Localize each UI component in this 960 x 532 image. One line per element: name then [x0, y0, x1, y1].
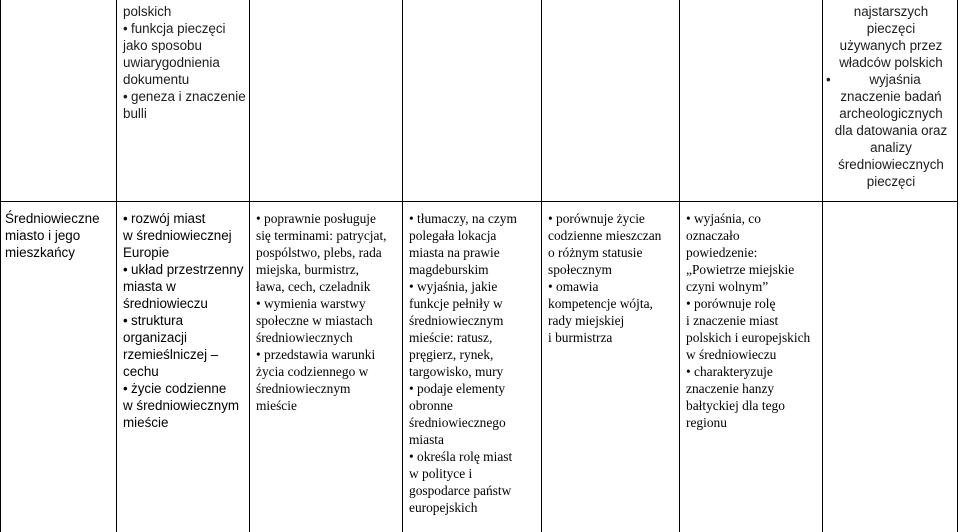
text-line: miasta: [409, 432, 444, 447]
text-line: miejska, burmistrz,: [256, 262, 360, 277]
text-line: organizacji: [123, 330, 188, 345]
bullet-item: • układ przestrzenny: [123, 261, 247, 278]
text-line: średniowiecznym: [256, 381, 351, 396]
text-line: mieście: [256, 398, 297, 413]
text-line: rzemieślniczej –: [123, 347, 219, 362]
column-divider-1: [116, 0, 117, 532]
text-line: regionu: [686, 415, 727, 430]
bullet-item: • struktura: [123, 312, 247, 329]
text-line: średniowiecznych: [256, 330, 353, 345]
text-line: społeczne w miastach: [256, 313, 373, 328]
text-line: polegała lokacja: [409, 228, 497, 243]
bullet-item: • rozwój miast: [123, 210, 247, 227]
text-line: miasto i jego: [5, 228, 81, 243]
text-line: pieczęci: [866, 174, 916, 189]
column-divider-5: [679, 0, 680, 532]
bullet-item: • poprawnie posługuje: [256, 210, 402, 227]
bullet-item: • charakteryzuje: [686, 363, 821, 380]
text-line: władców polskich: [839, 55, 943, 70]
text-line: pieczęci: [866, 21, 916, 36]
row2-requirement-cell-2: [409, 210, 540, 516]
text-line: mieście: [123, 415, 169, 430]
text-line: średniowiecznych: [838, 157, 944, 172]
text-line: dokumentu: [123, 72, 190, 87]
bullet-item: • wyjaśnia, jakie: [409, 278, 540, 295]
text-line: dla datowania oraz: [834, 123, 948, 138]
bullet-item: • geneza i znaczenie: [123, 88, 247, 105]
row-divider: [0, 201, 958, 202]
text-line: polskich: [123, 4, 172, 19]
text-line: się terminami: patrycjat,: [256, 228, 387, 243]
text-line: i znaczenie miast: [686, 313, 779, 328]
text-line: życia codziennego w: [256, 364, 369, 379]
text-line: cechu: [123, 364, 159, 379]
text-line: używanych przez: [839, 38, 943, 53]
text-line: najstarszych: [853, 4, 929, 19]
bullet-item: • porównuje życie: [548, 210, 678, 227]
text-line: Europie: [123, 245, 170, 260]
text-line: w średniowiecznej: [123, 228, 232, 243]
text-line: targowisko, mury: [409, 364, 504, 379]
text-line: bałtyckiej dla tego: [686, 398, 785, 413]
row2-topic-cell: [5, 210, 115, 261]
bullet-item: • funkcja pieczęci: [123, 20, 247, 37]
text-line: obronne: [409, 398, 453, 413]
column-divider-3: [402, 0, 403, 532]
bullet-item: • omawia: [548, 278, 678, 295]
text-line: kompetencje wójta,: [548, 296, 653, 311]
text-line: rady miejskiej: [548, 313, 625, 328]
bullet-item: • życie codzienne: [123, 380, 247, 397]
text-line: i burmistrza: [548, 330, 613, 345]
table-border-left: [0, 0, 1, 532]
text-line: jako sposobu: [123, 38, 202, 53]
text-line: Średniowieczne: [5, 211, 100, 226]
text-line: średniowiecznym: [409, 313, 504, 328]
text-line: mieście: ratusz,: [409, 330, 493, 345]
text-line: ława, cech, czeladnik: [256, 279, 371, 294]
text-line: średniowieczu: [123, 296, 208, 311]
bullet-item: • wymienia warstwy: [256, 295, 402, 312]
bullet-item: • porównuje rolę: [686, 295, 821, 312]
bullet-item: • określa rolę miast: [409, 448, 540, 465]
column-divider-4: [541, 0, 542, 532]
row1-requirements-cell: [826, 3, 956, 190]
row2-content-cell: [123, 210, 247, 431]
column-divider-2: [249, 0, 250, 532]
text-line: średniowiecznego: [409, 415, 506, 430]
text-line: miasta w: [123, 279, 176, 294]
text-line: oznaczało: [686, 228, 740, 243]
text-line: w polityce i: [409, 466, 473, 481]
text-line: europejskich: [409, 500, 478, 515]
text-line: „Powietrze miejskie: [686, 262, 795, 277]
text-line: czyni wolnym”: [686, 279, 769, 294]
row2-requirement-cell-4: [686, 210, 821, 431]
text-line: polskich i europejskich: [686, 330, 811, 345]
text-line: znaczenie hanzy: [686, 381, 775, 396]
text-line: bulli: [123, 106, 147, 121]
text-line: o różnym statusie: [548, 245, 643, 260]
text-line: codzienne mieszczan: [548, 228, 662, 243]
bullet-item: • wyjaśnia, co: [686, 210, 821, 227]
text-line: w średniowiecznym: [123, 398, 240, 413]
text-line: pręgierz, rynek,: [409, 347, 494, 362]
bullet-item: • przedstawia warunki: [256, 346, 402, 363]
text-line: powiedzenie:: [686, 245, 758, 260]
text-line: mieszkańcy: [5, 245, 75, 260]
text-line: archeologicznych: [839, 106, 943, 121]
bullet-item: • tłumaczy, na czym: [409, 210, 540, 227]
row2-requirement-cell-3: [548, 210, 678, 346]
table-border-right: [957, 0, 958, 532]
text-line: uwiarygodnienia: [123, 55, 220, 70]
text-line: gospodarce państw: [409, 483, 512, 498]
row1-content-cell: [123, 3, 247, 122]
row2-requirement-cell-1: [256, 210, 402, 414]
text-line: społecznym: [548, 262, 612, 277]
text-line: w średniowieczu: [686, 347, 777, 362]
text-line: funkcje pełniły w: [409, 296, 503, 311]
text-line: pospólstwo, plebs, rada: [256, 245, 382, 260]
text-line: magdeburskim: [409, 262, 489, 277]
text-line: miasta na prawie: [409, 245, 500, 260]
bullet-item: • wyjaśnia: [826, 71, 956, 88]
text-line: znaczenie badań: [840, 89, 942, 104]
column-divider-6: [822, 0, 823, 532]
text-line: analizy: [870, 140, 912, 155]
bullet-item: • podaje elementy: [409, 380, 540, 397]
